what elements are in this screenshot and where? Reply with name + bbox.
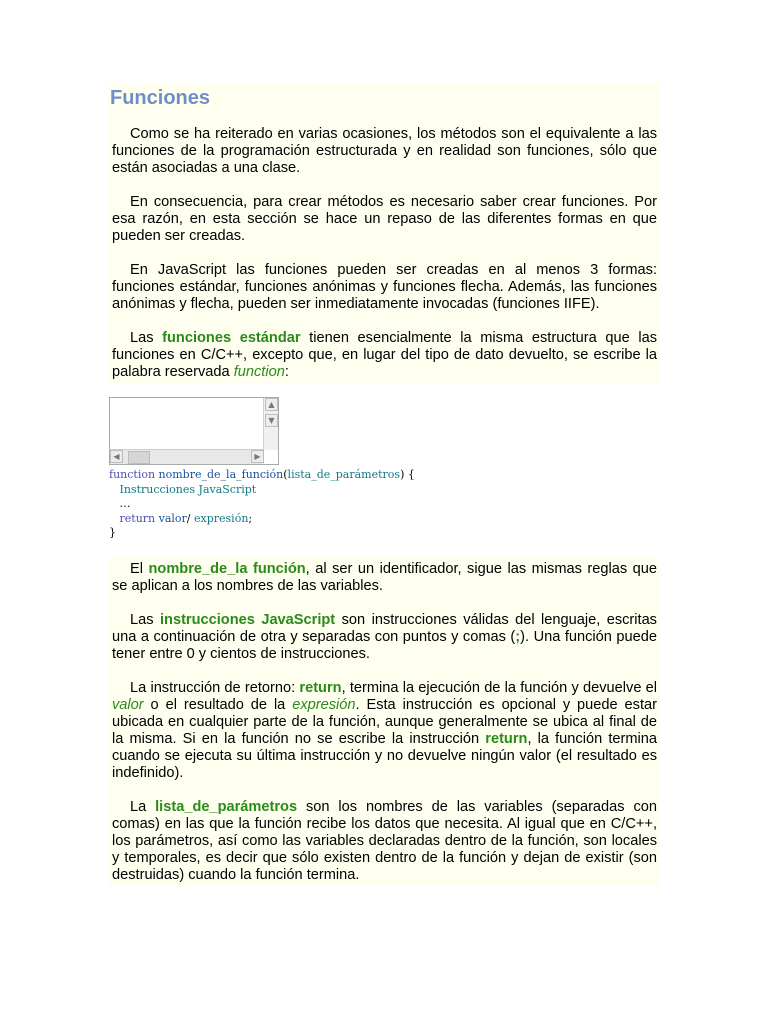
code-end-brace: }	[109, 526, 116, 539]
explain-block	[109, 558, 660, 886]
code-params: lista_de_parámetros	[287, 468, 401, 481]
document-page	[109, 84, 660, 886]
code-example	[109, 383, 660, 558]
term-function: function	[233, 364, 285, 380]
text: ). Una función puede tener entre 0 y cientos de instrucciones.	[112, 629, 657, 662]
code-snippet	[109, 468, 415, 541]
term-return: return	[299, 680, 342, 696]
term-instrucciones: instrucciones JavaScript	[159, 612, 336, 628]
page-title: Funciones	[109, 84, 660, 112]
text: tienen esencialmente la misma estructura que las funciones en C/C++, excepto que, en lugar del tipo de dato devuelto, se escribe la palabra reservada	[112, 330, 658, 380]
text: son instrucciones válidas del lenguaje, escritas una a continuación de otra y separadas con puntos y comas (	[112, 612, 657, 645]
code-valor: valor	[158, 511, 187, 525]
scroll-thumb[interactable]	[128, 451, 150, 464]
paragraph-2: En consecuencia, para crear métodos es necesario saber crear funciones. Por esa razón, en esta sección se hace un repaso de las diferentes formas en que pueden ser creadas.	[112, 194, 657, 244]
paragraph-3: En JavaScript las funciones pueden ser creadas en al menos 3 formas: funciones estándar, funciones anónimas y funciones flecha. Además, las funciones anónimas y flecha, pueden ser inmediatamente invocadas (funciones IIFE).	[112, 262, 657, 312]
paragraph-7	[112, 680, 657, 782]
code-slash: /	[186, 511, 191, 525]
term-nombre-funcion: nombre_de_la función	[148, 561, 306, 577]
term-valor: valor	[112, 697, 144, 713]
arrow-left-icon[interactable]: ◀	[110, 450, 123, 463]
text: o el resultado de la	[143, 697, 293, 713]
intro-block	[109, 112, 660, 383]
paragraph-5	[112, 561, 657, 595]
text: , termina la ejecución de la función y devuelve el	[341, 680, 658, 696]
term-lista-parametros: lista_de_parámetros	[155, 799, 298, 815]
term-semicolon: ;	[515, 629, 521, 645]
code-keyword: function	[109, 468, 156, 481]
text: :	[284, 364, 289, 380]
text: , al ser un identificador, sigue las mismas reglas que se aplican a los nombres de las variables.	[112, 561, 658, 594]
vertical-scrollbar[interactable]	[263, 398, 278, 450]
paragraph-4	[112, 330, 657, 381]
horizontal-scrollbar[interactable]	[110, 449, 264, 464]
text: , la función termina cuando se ejecuta su última instrucción y no devuelve ningún valor (el resultado es indefinido).	[112, 731, 657, 781]
scroll-box[interactable]	[109, 397, 279, 465]
code-body: Instrucciones JavaScript	[119, 482, 257, 496]
paragraph-8	[112, 799, 657, 884]
code-paren: (	[283, 468, 288, 481]
text: . Esta instrucción es opcional y puede estar ubicada en cualquier parte de la función, aunque generalmente se ubica al final de la misma. Si en la función no se escribe la instrucción	[112, 697, 657, 747]
code-brace: ) {	[400, 468, 415, 481]
arrow-up-icon[interactable]: ▲	[265, 398, 278, 411]
text: son los nombres de las variables (separadas con comas) en las que la función recibe los datos que necesita. Al igual que en C/C++, los parámetros, así como las variables declaradas dentro de la función, son locales y temporales, es decir que sólo existen dentro de la función y dejan de existir (son destruidas) cuando la función termina.	[112, 799, 657, 883]
arrow-right-icon[interactable]: ▶	[251, 450, 264, 463]
term-funciones-estandar: funciones estándar	[162, 330, 301, 346]
code-ellipsis: …	[119, 497, 131, 510]
text: Las	[130, 612, 160, 628]
text: La instrucción de retorno:	[130, 680, 300, 696]
code-semicolon: ;	[248, 511, 253, 525]
paragraph-6	[112, 612, 657, 663]
code-return: return	[119, 511, 156, 525]
text: La	[130, 799, 156, 815]
term-return-2: return	[485, 731, 528, 747]
arrow-down-icon[interactable]: ▼	[265, 414, 278, 427]
term-expresion: expresión	[292, 697, 356, 713]
paragraph-1: Como se ha reiterado en varias ocasiones, los métodos son el equivalente a las funciones de la programación estructurada y en realidad son funciones, sólo que están asociadas a una clase.	[112, 126, 657, 176]
code-function-name: nombre_de_la_función	[158, 468, 284, 481]
text: El	[130, 561, 149, 577]
text: Las	[130, 330, 163, 346]
code-expresion: expresión	[194, 511, 249, 525]
